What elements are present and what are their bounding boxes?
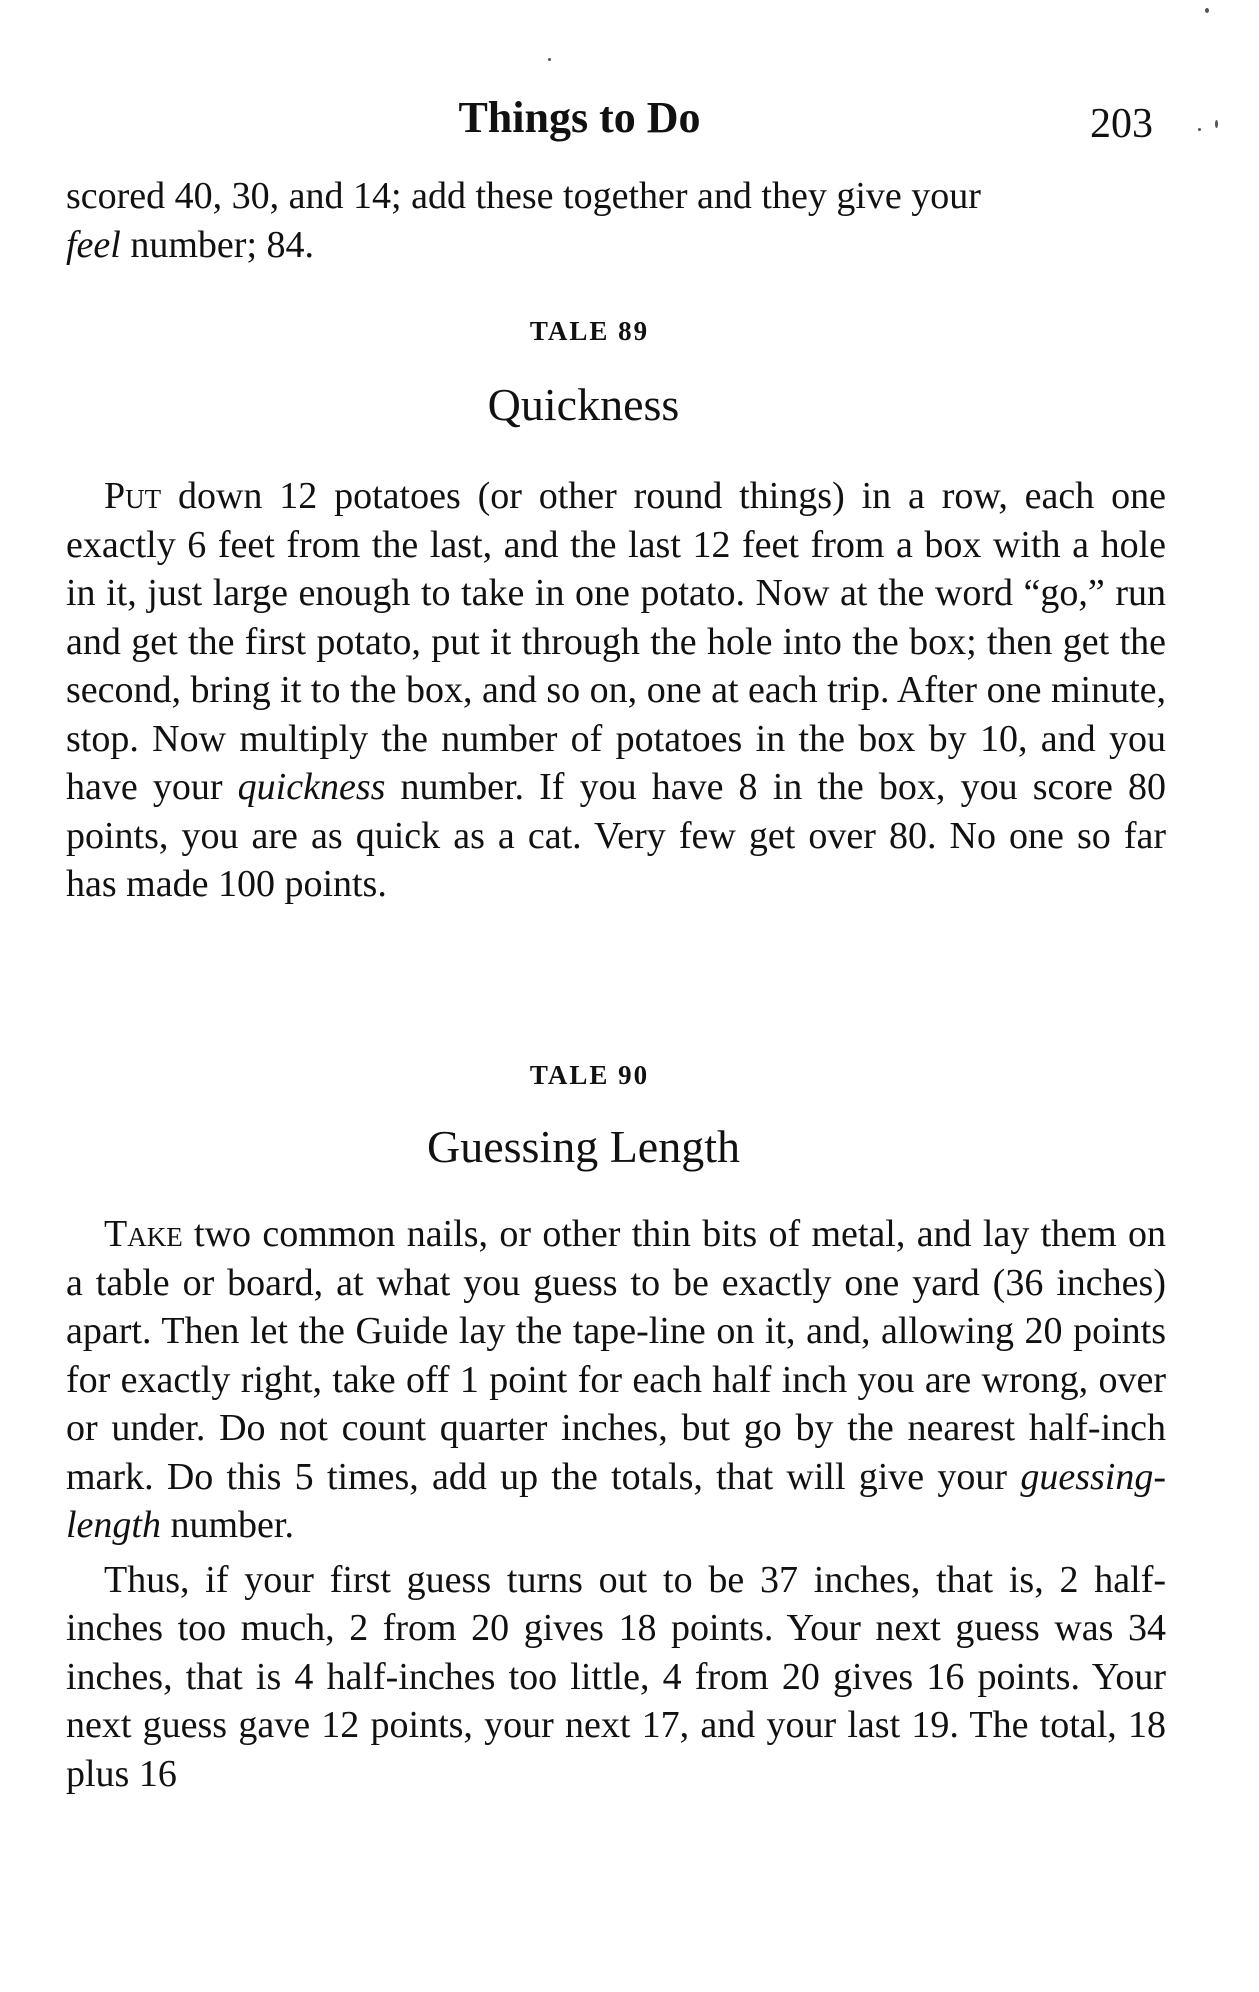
tale-89-body xyxy=(66,472,1166,909)
tale-90-p1-italic: guessing-length xyxy=(66,1455,1166,1546)
continuation-line1: scored 40, 30, and 14; add these together and they give your xyxy=(66,175,981,217)
speck xyxy=(1198,128,1201,131)
speck xyxy=(1215,120,1218,128)
page-number: 203 xyxy=(1090,101,1153,147)
tale-89-text-before: down 12 potatoes (or other round things) in a row, each one exactly 6 feet from the last, and the last 12 feet from a box with a hole in it, just large enough to take in one potato. Now at the word “go,” run and get the first potato, put it through the hole into the box; then get the second, bring it to the box, and so on, one at each trip. After one minute, stop. Now multiply the number of potatoes in the box by 10, and you have your xyxy=(66,475,1166,808)
tale-90-label: TALE 90 xyxy=(529,1060,650,1090)
tale-89-italic: quickness xyxy=(237,766,386,808)
tale-90-p1-after: number. xyxy=(160,1504,294,1546)
tale-90-title: Guessing Length xyxy=(426,1121,740,1172)
continuation-line2: number; 84. xyxy=(120,223,314,266)
speck xyxy=(1205,8,1209,13)
tale-89-text-after: number. If you have 8 in the box, you score 80 points, you are as quick as a cat. Very few get over 80. No one so far has made 100 points. xyxy=(66,766,1166,905)
continuation-italic-word: feel xyxy=(66,223,121,266)
speck xyxy=(548,58,551,61)
tale-90-p1-before: two common nails, or other thin bits of metal, and lay them on a table or board, at what you guess to be exactly one yard (36 inches) apart. Then let the Guide lay the tape-line on it, and, allowing 20 points for exactly right, take off 1 point for each half inch you are wrong, over or under. Do not count quarter inches, but go by the nearest half-inch mark. Do this 5 times, add up the totals, that will give your xyxy=(66,1213,1166,1498)
tale-89-label: TALE 89 xyxy=(529,316,650,346)
tale-90-lead-word: Take xyxy=(104,1213,183,1255)
running-title: Things to Do xyxy=(458,93,701,142)
tale-89-title: Quickness xyxy=(487,379,680,430)
tale-90-body xyxy=(66,1210,1166,1798)
running-head xyxy=(0,92,1259,152)
tale-90-paragraph-2: Thus, if your first guess turns out to be 37 inches, that is, 2 half-inches too much, 2 from 20 gives 18 points. Your next guess was 34 inches, that is 4 half-inches too little, 4 from 20 gives 16 points. Your next guess gave 12 points, your next 17, and your last 19. The total, 18 plus 16 xyxy=(66,1558,1166,1795)
continuation-paragraph xyxy=(66,172,1166,269)
tale-89-lead-word: Put xyxy=(104,475,162,517)
tale-90-paragraph-1 xyxy=(66,1210,1166,1550)
